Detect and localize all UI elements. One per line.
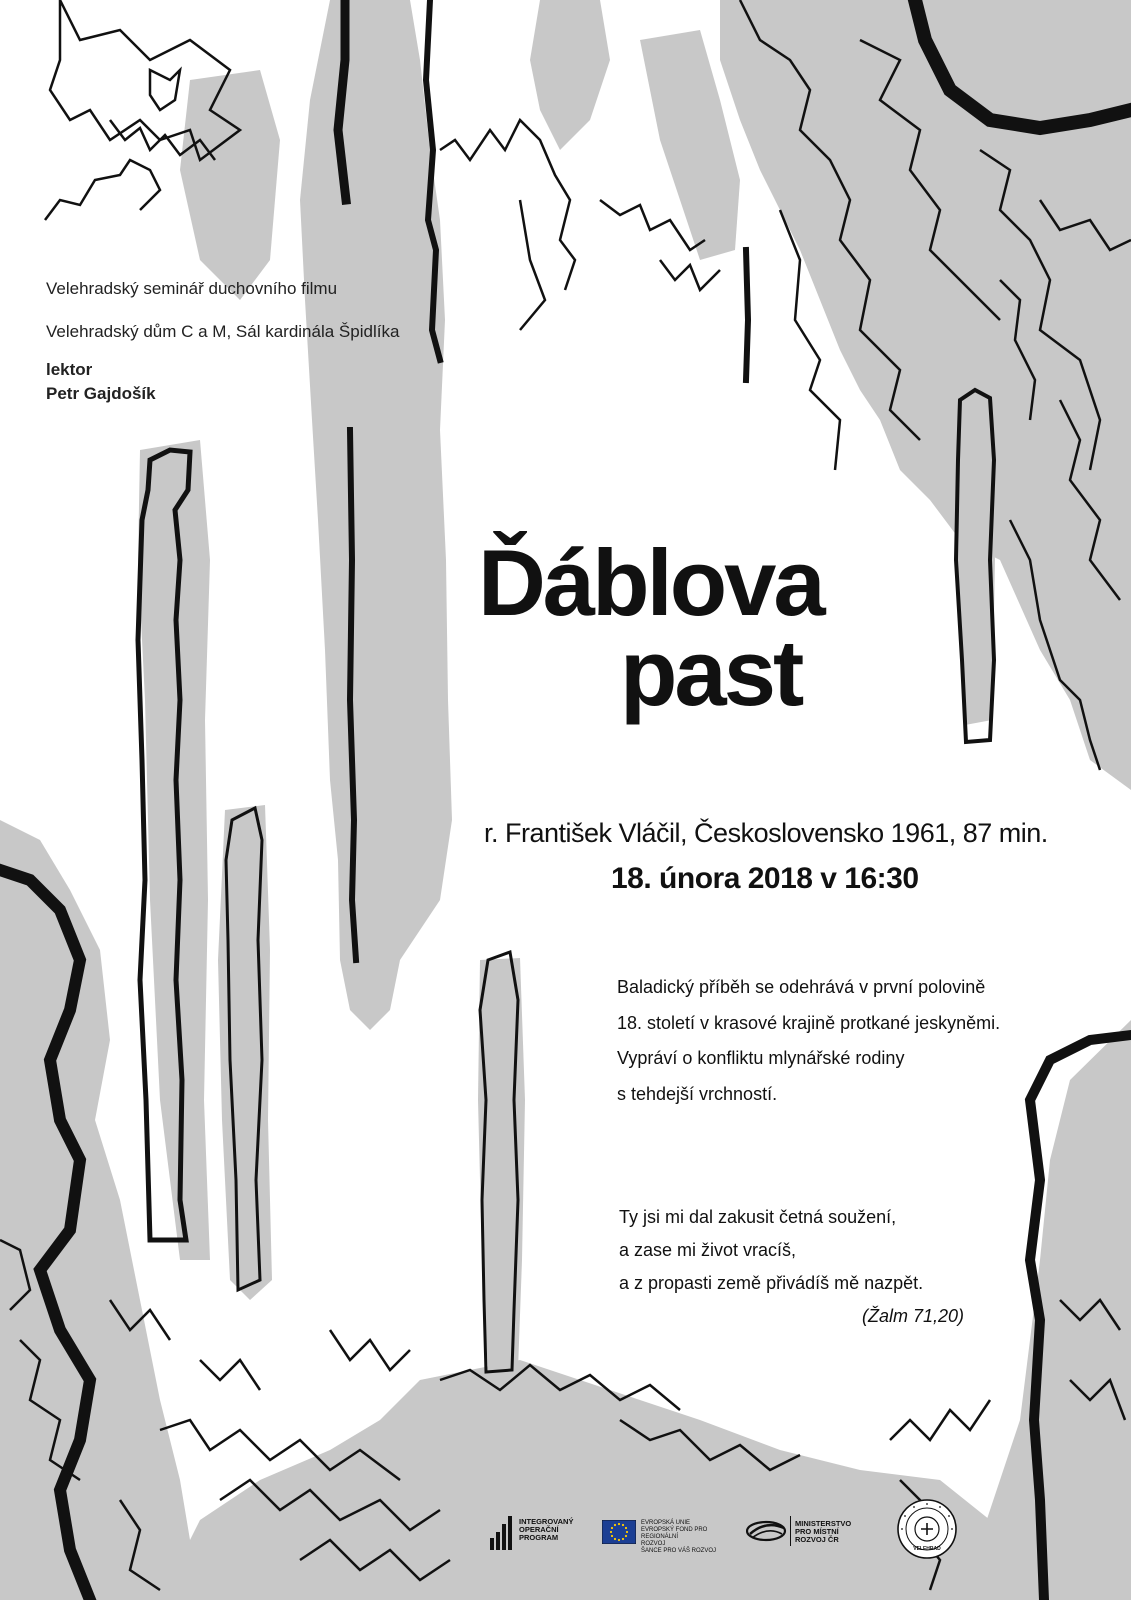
description-line-1: Baladický příběh se odehrává v první polovině	[617, 977, 986, 997]
logo-iop	[490, 1508, 580, 1552]
mmr-line-2: PRO MÍSTNÍ	[795, 1527, 839, 1536]
eu-line-3: ROZVOJ	[641, 1541, 666, 1547]
film-credits: r. František Vláčil, Československo 1961, 87 min.	[484, 818, 1048, 848]
film-title	[478, 530, 823, 725]
quote-line-1: Ty jsi mi dal zakusit četná soužení,	[619, 1207, 897, 1227]
mmr-line-1: MINISTERSTVO	[795, 1519, 852, 1528]
eu-line-4: ŠANCE PRO VÁŠ ROZVOJ	[641, 1548, 717, 1554]
logo-eu	[602, 1508, 732, 1552]
iop-line-1: INTEGROVANÝ	[519, 1517, 574, 1526]
mmr-line-3: ROZVOJ ČR	[795, 1535, 839, 1544]
eu-line-2: EVROPSKÝ FOND PRO REGIONÁLNÍ	[641, 1527, 708, 1540]
description-line-3: Vypráví o konfliktu mlynářské rodiny	[617, 1048, 905, 1068]
quote-source: (Žalm 71,20)	[862, 1306, 965, 1326]
description-line-2: 18. století v krasové krajině protkané jeskyněmi.	[617, 1013, 1001, 1033]
iop-line-3: PROGRAM	[519, 1533, 559, 1542]
mmr-swoosh-icon	[746, 1518, 788, 1544]
venue-line: Velehradský dům C a M, Sál kardinála Špidlíka	[46, 322, 400, 341]
logo-parish-seal	[896, 1498, 958, 1560]
eu-flag-icon	[602, 1520, 636, 1544]
lecturer-label: lektor	[46, 360, 93, 379]
lecturer-name: Petr Gajdošík	[46, 384, 156, 403]
description-line-4: s tehdejší vrchností.	[617, 1084, 778, 1104]
iop-bars-icon	[490, 1516, 512, 1550]
quote-line-2: a zase mi život vracíš,	[619, 1240, 797, 1260]
eu-line-1: EVROPSKÁ UNIE	[641, 1520, 691, 1526]
organizer-line-1: Velehradský seminář duchovního filmu	[46, 279, 338, 298]
film-title-line-2: past	[620, 620, 802, 725]
parish-seal-text: VELEHRAD	[913, 1546, 941, 1552]
screening-datetime: 18. února 2018 v 16:30	[611, 862, 919, 895]
quote-line-3: a z propasti země přivádíš mě nazpět.	[619, 1273, 924, 1293]
logo-mmr	[746, 1508, 856, 1552]
iop-line-2: OPERAČNÍ	[519, 1525, 559, 1534]
film-title-line-1: Ďáblova	[478, 530, 823, 635]
